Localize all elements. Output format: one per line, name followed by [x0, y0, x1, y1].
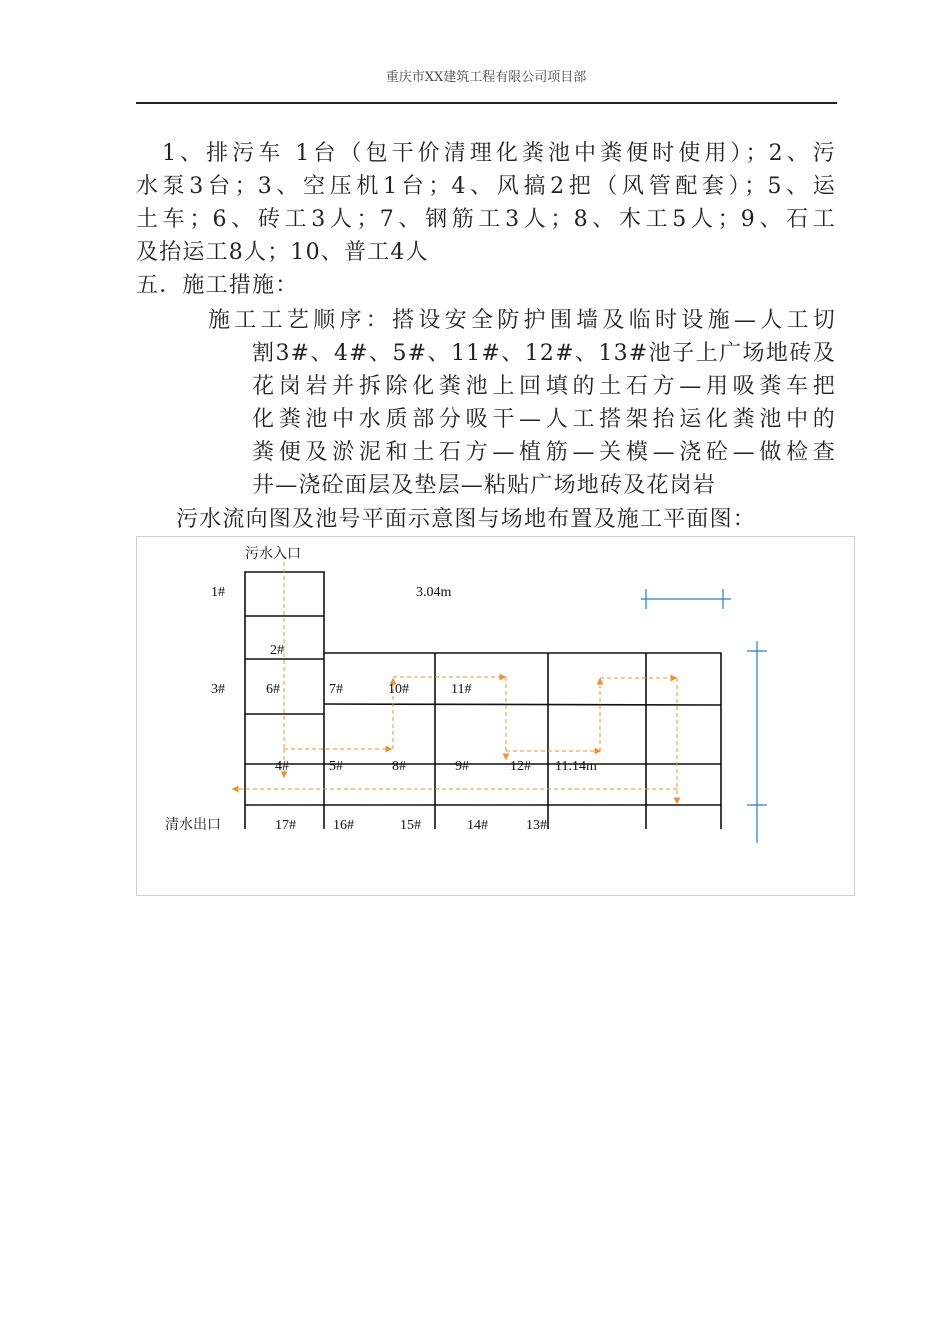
outlet-label: 清水出口 — [165, 818, 221, 833]
section-title: 五．施工措施： — [136, 273, 299, 298]
tank-label-4: 4# — [275, 759, 289, 774]
diagram-labels — [165, 545, 597, 833]
process-line-3: 花岗岩并拆除化粪池上回填的土石方—用吸粪车把 — [252, 374, 836, 399]
tank-label-11: 11# — [451, 682, 472, 697]
process-line-5: 粪便及淤泥和土石方—植筋—关模—浇砼—做检查 — [252, 440, 836, 465]
tank-label-13: 13# — [526, 818, 547, 833]
process-line-2: 割3#、4#、5#、11#、12#、13#池子上广场地砖及 — [252, 341, 836, 366]
tank-label-2: 2# — [270, 643, 284, 658]
tank-label-7: 7# — [329, 682, 343, 697]
equipment-line-2: 水泵3台；3、空压机1台；4、风搞2把（风管配套）；5、运 — [136, 174, 836, 199]
wall-outer — [245, 572, 721, 829]
inlet-label: 污水入口 — [245, 547, 301, 562]
wall-h-4 — [324, 704, 721, 705]
tank-label-6: 6# — [266, 682, 280, 697]
process-line-6: 井—浇砼面层及垫层—粘贴广场地砖及花岗岩 — [252, 473, 717, 498]
page-header: 重庆市XX建筑工程有限公司项目部 — [385, 70, 587, 85]
tank-walls — [245, 572, 721, 829]
header-divider — [136, 102, 837, 104]
width-dimension-label: 3.04m — [416, 585, 452, 600]
figure-caption: 污水流向图及池号平面示意图与场地布置及施工平面图： — [176, 507, 757, 532]
tank-label-3: 3# — [211, 682, 225, 697]
tank-plan-diagram — [136, 536, 855, 896]
process-line-1: 施工工艺顺序：搭设安全防护围墙及临时设施—人工切 — [208, 308, 836, 333]
tank-label-15: 15# — [400, 818, 421, 833]
equipment-line-1: 1、排污车 1台（包干价清理化粪池中粪便时使用）；2、污 — [162, 141, 836, 166]
equipment-line-3: 土车；6、砖工3人；7、钢筋工3人；8、木工5人；9、石工 — [136, 207, 836, 232]
tank-label-5: 5# — [329, 759, 343, 774]
process-line-4: 化粪池中水质部分吸干—人工搭架抬运化粪池中的 — [252, 407, 836, 432]
tank-label-8: 8# — [392, 759, 406, 774]
tank-label-1: 1# — [211, 585, 225, 600]
tank-label-9: 9# — [455, 759, 469, 774]
tank-label-10: 10# — [388, 682, 409, 697]
tank-label-14: 14# — [467, 818, 488, 833]
tank-plan-svg — [137, 537, 856, 897]
tank-label-16: 16# — [333, 818, 354, 833]
length-dimension-label: 11.14m — [555, 759, 597, 774]
equipment-line-4: 及抬运工8人；10、普工4人 — [136, 240, 429, 265]
tank-label-17: 17# — [275, 818, 296, 833]
tank-label-12: 12# — [510, 759, 531, 774]
